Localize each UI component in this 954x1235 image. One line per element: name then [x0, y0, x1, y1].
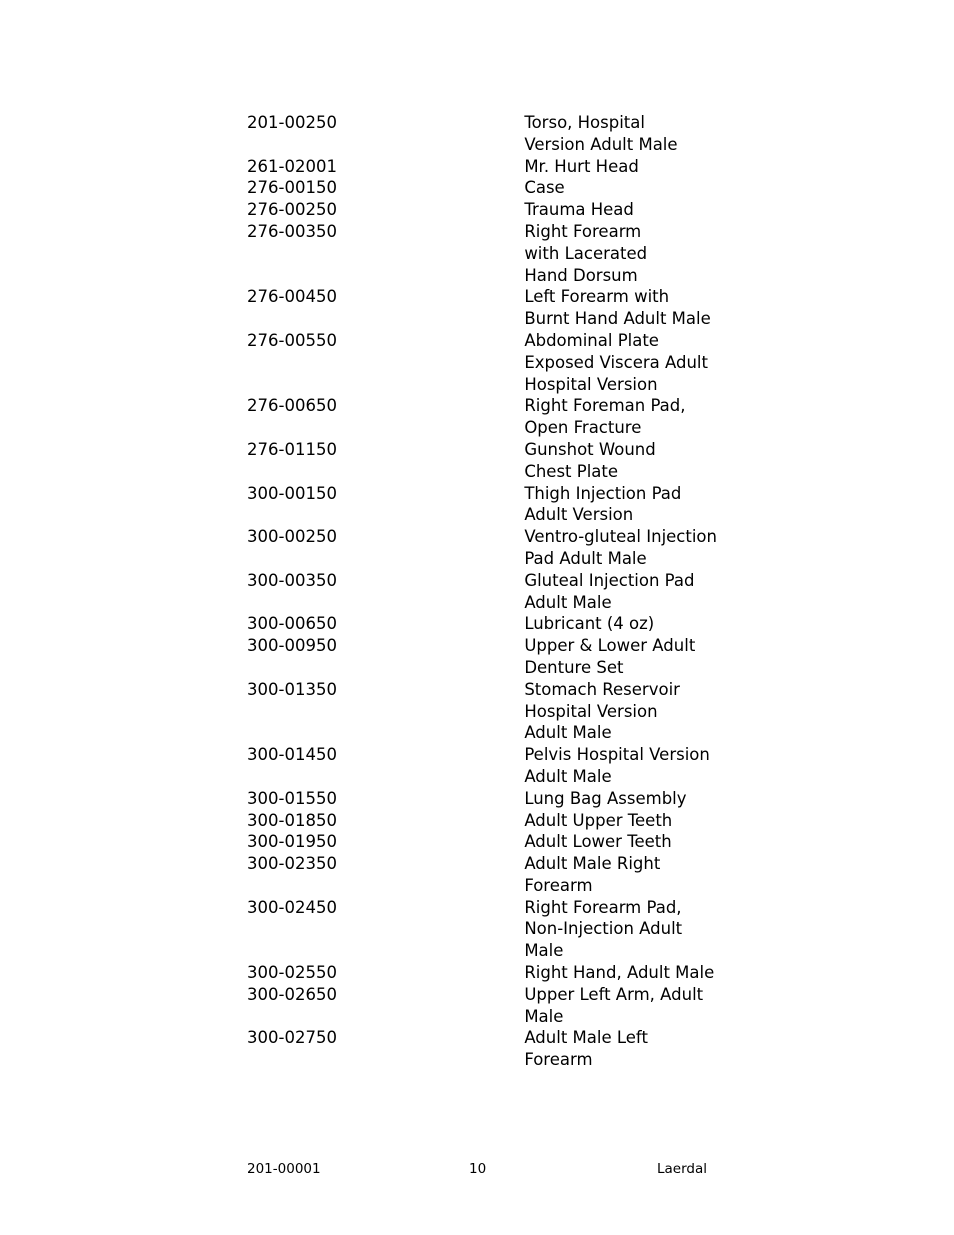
part-number: 300-02450 [247, 897, 337, 917]
part-description-line: Gluteal Injection Pad [524, 570, 695, 590]
part-number: 300-01350 [247, 679, 337, 699]
part-row [247, 984, 717, 1028]
part-description [524, 177, 717, 199]
parts-list-body [247, 112, 717, 1071]
part-description-line: Adult Version [524, 505, 634, 525]
part-description [524, 897, 717, 962]
part-description-line: Mr. Hurt Head [524, 156, 639, 176]
part-description-line: Right Hand, Adult Male [524, 963, 715, 983]
part-description [524, 613, 717, 635]
part-description-line: Hand Dorsum [524, 265, 638, 285]
part-row [247, 853, 717, 897]
part-description-line: Right Forearm [524, 221, 642, 241]
part-number: 261-02001 [247, 156, 337, 176]
part-number: 300-01850 [247, 810, 337, 830]
part-description-line: Male [524, 941, 564, 961]
part-row [247, 177, 717, 199]
part-row [247, 483, 717, 527]
part-description [524, 330, 717, 395]
part-description [524, 635, 717, 679]
part-description [524, 853, 717, 897]
part-number: 201-00250 [247, 113, 337, 132]
part-description-line: Left Forearm with [524, 287, 670, 307]
part-description-line: Stomach Reservoir [524, 679, 680, 699]
part-row [247, 286, 717, 330]
part-number: 300-00650 [247, 614, 337, 634]
part-description-line: Right Forearm Pad, [524, 897, 682, 917]
part-row [247, 788, 717, 810]
part-row [247, 679, 717, 744]
part-number: 276-01150 [247, 439, 337, 459]
part-number: 276-00150 [247, 178, 337, 198]
part-description-line: Gunshot Wound [524, 439, 656, 459]
part-number: 300-00150 [247, 483, 337, 503]
part-description [524, 439, 717, 483]
part-description [524, 526, 717, 570]
part-description-line: Pad Adult Male [524, 548, 647, 568]
part-row [247, 221, 717, 286]
footer-company: Laerdal [656, 1161, 707, 1177]
part-description-line: Thigh Injection Pad [524, 483, 682, 503]
part-description [524, 679, 717, 744]
part-description-line: Exposed Viscera Adult [524, 352, 708, 372]
part-description-line: Ventro-gluteal Injection [524, 527, 717, 547]
part-description-line: Torso, Hospital [524, 113, 645, 132]
part-row [247, 156, 717, 178]
part-description-line: Upper & Lower Adult [524, 636, 696, 656]
part-row [247, 570, 717, 614]
part-row [247, 810, 717, 832]
part-description-line: Lubricant (4 oz) [524, 614, 655, 634]
part-description-line: Burnt Hand Adult Male [524, 309, 711, 329]
part-number: 276-00550 [247, 330, 337, 350]
part-row [247, 199, 717, 221]
part-row [247, 1027, 717, 1071]
part-row [247, 330, 717, 395]
part-description [524, 112, 717, 156]
part-description-line: Adult Male Right [524, 854, 661, 874]
part-number: 300-02750 [247, 1028, 337, 1048]
part-number: 300-00950 [247, 636, 337, 656]
part-row [247, 635, 717, 679]
part-row [247, 613, 717, 635]
part-description-line: Open Fracture [524, 418, 642, 438]
part-number: 276-00650 [247, 396, 337, 416]
part-description-line: Hospital Version [524, 374, 658, 394]
part-number: 300-01450 [247, 745, 337, 765]
part-row [247, 395, 717, 439]
part-description-line: Chest Plate [524, 461, 619, 481]
part-number: 300-01550 [247, 788, 337, 808]
part-description-line: Forearm [524, 1050, 593, 1070]
part-row [247, 897, 717, 962]
part-description-line: Adult Lower Teeth [524, 832, 672, 852]
part-number: 300-02650 [247, 984, 337, 1004]
part-number: 276-00250 [247, 200, 337, 220]
part-description-line: Adult Male Left [524, 1028, 648, 1048]
part-description [524, 1027, 717, 1071]
part-description [524, 286, 717, 330]
part-description [524, 221, 717, 286]
part-number: 300-01950 [247, 832, 337, 852]
part-row [247, 831, 717, 853]
part-number: 300-00350 [247, 570, 337, 590]
part-number: 300-00250 [247, 527, 337, 547]
part-description-line: Male [524, 1006, 564, 1026]
part-description-line: Upper Left Arm, Adult [524, 984, 704, 1004]
part-number: 276-00350 [247, 221, 337, 241]
part-description-line: Lung Bag Assembly [524, 788, 687, 808]
part-description [524, 570, 717, 614]
page-footer [247, 1160, 707, 1178]
part-description-line: Abdominal Plate [524, 330, 659, 350]
part-description [524, 744, 717, 788]
part-row [247, 744, 717, 788]
part-description-line: Trauma Head [524, 200, 634, 220]
footer-doc-number: 201-00001 [247, 1161, 321, 1177]
part-number: 300-02350 [247, 854, 337, 874]
part-description [524, 810, 717, 832]
part-number: 300-02550 [247, 963, 337, 983]
part-description [524, 831, 717, 853]
part-description-line: Hospital Version [524, 701, 658, 721]
part-description-line: Non-Injection Adult [524, 919, 683, 939]
parts-list-table [247, 112, 717, 1071]
part-description-line: Pelvis Hospital Version [524, 745, 710, 765]
part-row [247, 962, 717, 984]
part-description-line: Case [524, 178, 565, 198]
footer-page-number: 10 [469, 1161, 487, 1177]
part-row [247, 439, 717, 483]
part-description [524, 395, 717, 439]
part-description-line: with Lacerated [524, 243, 648, 263]
part-row [247, 112, 717, 156]
part-description [524, 156, 717, 178]
part-description-line: Right Foreman Pad, [524, 396, 686, 416]
part-row [247, 526, 717, 570]
part-description-line: Version Adult Male [524, 134, 678, 154]
part-description [524, 984, 717, 1028]
part-description-line: Denture Set [524, 657, 624, 677]
part-description-line: Adult Male [524, 723, 612, 743]
part-number: 276-00450 [247, 287, 337, 307]
part-description [524, 483, 717, 527]
part-description-line: Adult Male [524, 766, 612, 786]
part-description-line: Adult Upper Teeth [524, 810, 673, 830]
part-description-line: Forearm [524, 875, 593, 895]
part-description [524, 788, 717, 810]
part-description [524, 962, 717, 984]
part-description [524, 199, 717, 221]
part-description-line: Adult Male [524, 592, 612, 612]
